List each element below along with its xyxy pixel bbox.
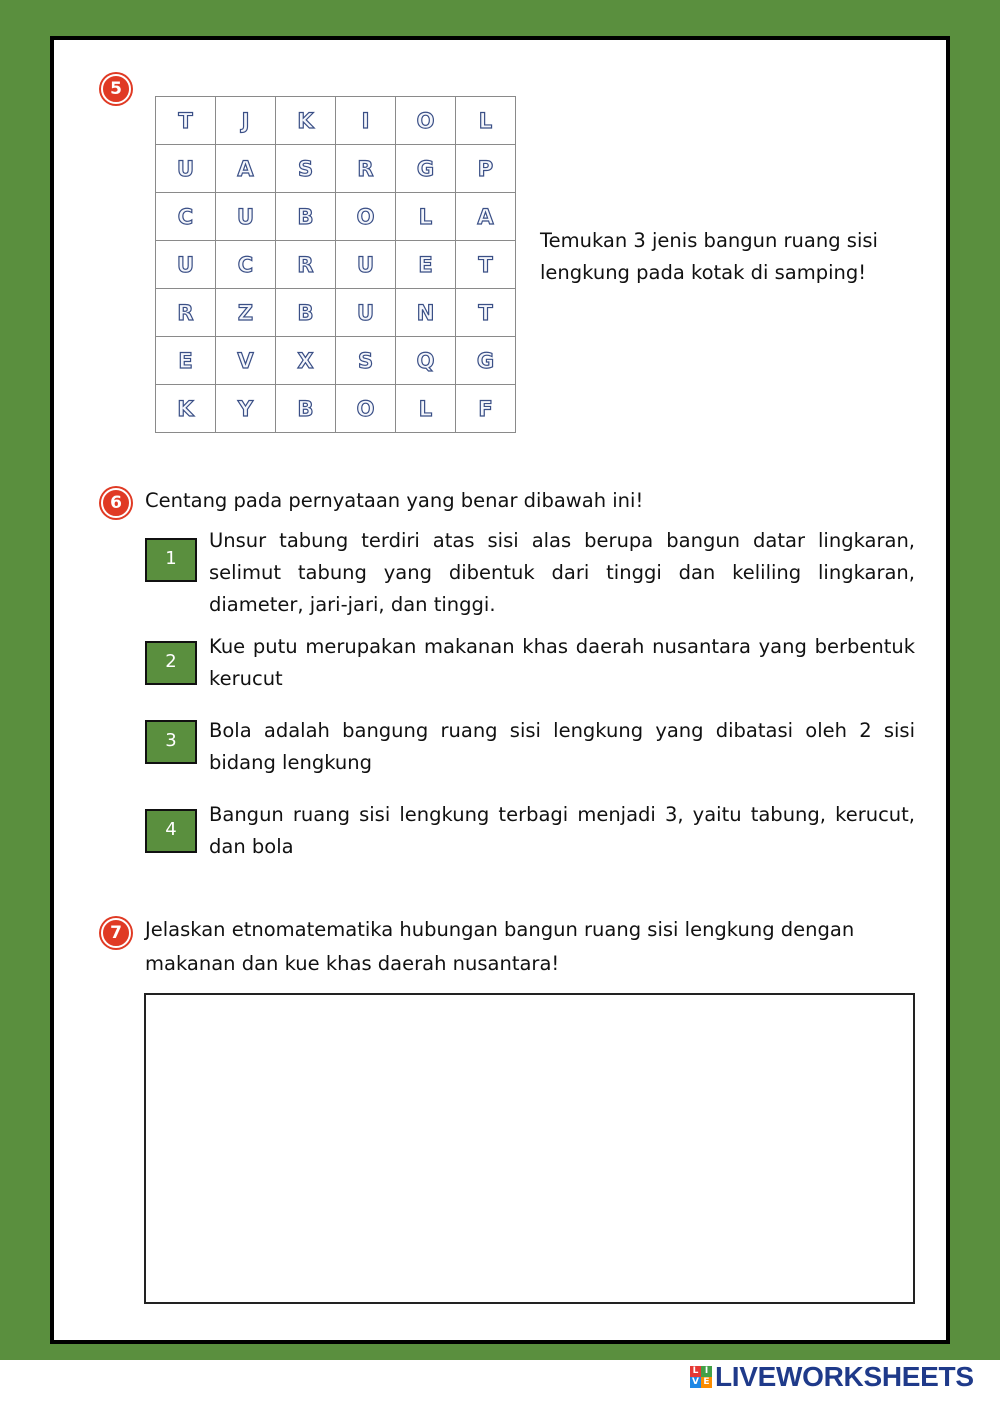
grid-cell[interactable]: O (336, 385, 396, 433)
statement-4-text: Bangun ruang sisi lengkung terbagi menjadi 3, yaitu tabung, kerucut, dan bola (209, 803, 915, 858)
question-5-number: 5 (101, 74, 131, 104)
grid-cell[interactable]: G (396, 145, 456, 193)
question-7-line-1: Jelaskan etnomatematika hubungan bangun ruang sisi lengkung dengan (145, 918, 855, 941)
statement-2-text: Kue putu merupakan makanan khas daerah nusantara yang berbentuk kerucut (209, 635, 915, 690)
grid-cell[interactable]: O (336, 193, 396, 241)
grid-cell[interactable]: X (276, 337, 336, 385)
live-logo-icon (690, 1366, 712, 1388)
question-6-number: 6 (101, 488, 131, 518)
statement-1-text: Unsur tabung terdiri atas sisi alas berupa bangun datar lingkaran, selimut tabung yang dibentuk dari tinggi dan keliling lingkaran, diameter, jari-jari, dan tinggi. (209, 529, 915, 616)
grid-row (156, 241, 516, 289)
grid-cell[interactable]: O (396, 97, 456, 145)
question-7-number: 7 (101, 918, 131, 948)
grid-cell[interactable]: I (336, 97, 396, 145)
grid-cell[interactable]: K (156, 385, 216, 433)
question-6-instruction: Centang pada pernyataan yang benar dibawah ini! (145, 489, 644, 512)
grid-cell[interactable]: R (156, 289, 216, 337)
grid-cell[interactable]: R (336, 145, 396, 193)
grid-cell[interactable]: C (216, 241, 276, 289)
grid-cell[interactable]: G (456, 337, 516, 385)
question-5-instruction-line-1: Temukan 3 jenis bangun ruang sisi (540, 229, 878, 252)
grid-cell[interactable]: T (456, 241, 516, 289)
grid-cell[interactable]: U (216, 193, 276, 241)
grid-cell[interactable]: A (216, 145, 276, 193)
grid-cell[interactable]: T (156, 97, 216, 145)
grid-row (156, 145, 516, 193)
logo-mark-letter: L (690, 1366, 701, 1377)
grid-cell[interactable]: A (456, 193, 516, 241)
logo-mark-letter: E (701, 1377, 712, 1388)
grid-cell[interactable]: V (216, 337, 276, 385)
grid-row (156, 193, 516, 241)
statement-4-checkbox[interactable]: 4 (145, 809, 197, 853)
grid-cell[interactable]: U (156, 145, 216, 193)
grid-cell[interactable]: T (456, 289, 516, 337)
grid-cell[interactable]: L (456, 97, 516, 145)
grid-cell[interactable]: P (456, 145, 516, 193)
grid-cell[interactable]: L (396, 385, 456, 433)
grid-cell[interactable]: N (396, 289, 456, 337)
liveworksheets-logo (690, 1362, 974, 1392)
grid-cell[interactable]: B (276, 385, 336, 433)
logo-mark-letter: V (690, 1377, 701, 1388)
grid-cell[interactable]: F (456, 385, 516, 433)
grid-row (156, 289, 516, 337)
grid-cell[interactable]: U (336, 241, 396, 289)
brand-name: LIVEWORKSHEETS (715, 1361, 974, 1392)
grid-row (156, 97, 516, 145)
logo-mark-letter: I (701, 1366, 712, 1377)
grid-cell[interactable]: L (396, 193, 456, 241)
grid-row (156, 337, 516, 385)
question-5-instruction-line-2: lengkung pada kotak di samping! (540, 261, 867, 284)
grid-cell[interactable]: K (276, 97, 336, 145)
grid-cell[interactable]: S (276, 145, 336, 193)
statement-3-text: Bola adalah bangung ruang sisi lengkung yang dibatasi oleh 2 sisi bidang lengkung (209, 719, 915, 774)
grid-cell[interactable]: S (336, 337, 396, 385)
grid-cell[interactable]: J (216, 97, 276, 145)
grid-cell[interactable]: R (276, 241, 336, 289)
grid-cell[interactable]: U (336, 289, 396, 337)
grid-cell[interactable]: C (156, 193, 216, 241)
answer-text-box[interactable] (144, 993, 915, 1304)
grid-cell[interactable]: Y (216, 385, 276, 433)
statement-1-checkbox[interactable]: 1 (145, 538, 197, 582)
grid-cell[interactable]: Z (216, 289, 276, 337)
question-7-line-2: makanan dan kue khas daerah nusantara! (145, 952, 560, 975)
grid-cell[interactable]: E (156, 337, 216, 385)
grid-row (156, 385, 516, 433)
grid-cell[interactable]: B (276, 289, 336, 337)
grid-cell[interactable]: Q (396, 337, 456, 385)
statement-2-checkbox[interactable]: 2 (145, 641, 197, 685)
grid-cell[interactable]: B (276, 193, 336, 241)
grid-cell[interactable]: U (156, 241, 216, 289)
word-search-grid (155, 96, 516, 433)
grid-cell[interactable]: E (396, 241, 456, 289)
statement-3-checkbox[interactable]: 3 (145, 720, 197, 764)
